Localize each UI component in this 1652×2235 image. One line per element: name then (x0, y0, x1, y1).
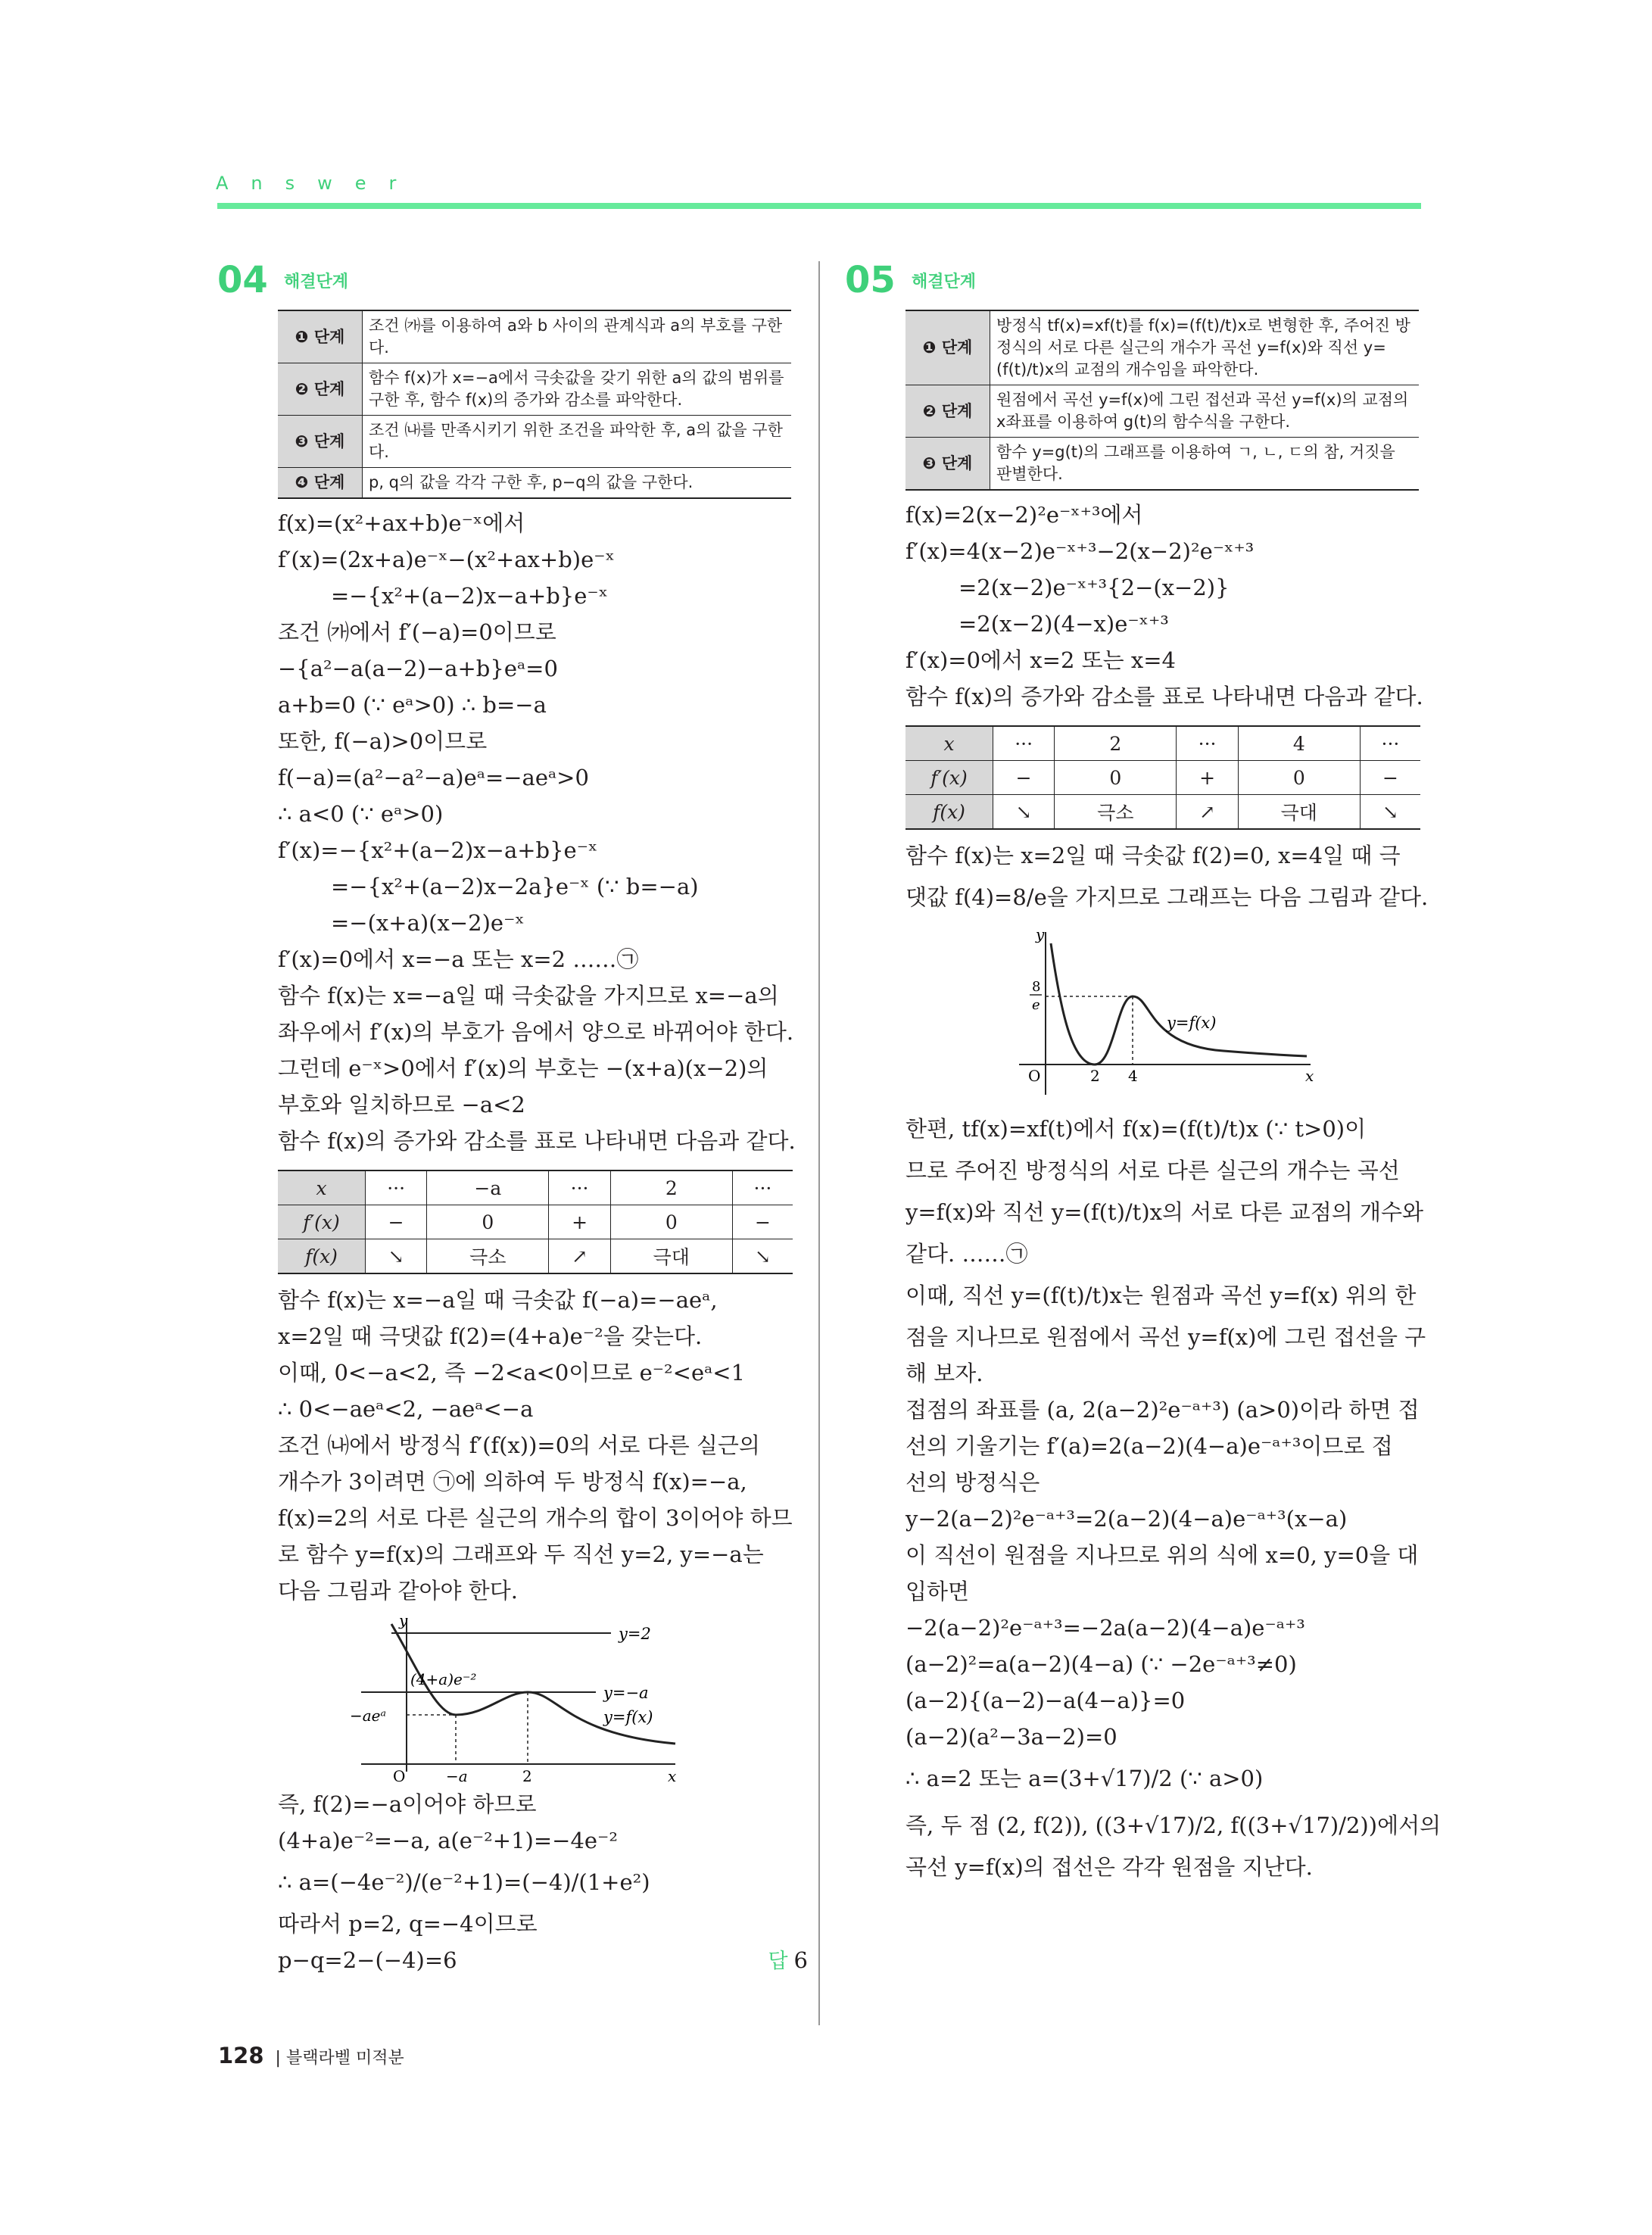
table-row (278, 1205, 793, 1239)
math-line: ∴ a<0 (∵ eᵃ>0) (278, 801, 444, 827)
step-stage: ❶ 단계 (278, 310, 363, 363)
table-cell: 극대 (610, 1239, 732, 1274)
math-line: =2(x−2)e⁻ˣ⁺³{2−(x−2)} (958, 575, 1230, 600)
math-line: 해 보자. (905, 1361, 983, 1386)
math-line: a+b=0 (∵ eᵃ>0) ∴ b=−a (278, 692, 547, 718)
table-row (905, 726, 1420, 761)
table-cell: f(x) (278, 1239, 366, 1274)
math-line: 한편, tf(x)=xf(t)에서 f(x)=(f(t)/t)x (∵ t>0)이 (905, 1116, 1367, 1142)
math-line: 점을 지나므로 원점에서 곡선 y=f(x)에 그린 접선을 구 (905, 1324, 1426, 1350)
origin-label: O (1028, 1067, 1041, 1085)
increase-decrease-table (905, 725, 1420, 830)
step-stage: ❶ 단계 (905, 310, 990, 385)
table-cell: 2 (1055, 726, 1177, 761)
math-line: (a−2)(a²−3a−2)=0 (905, 1724, 1117, 1750)
math-line: f′(x)=−{x²+(a−2)x−a+b}e⁻ˣ (278, 837, 598, 863)
math-line: f′(x)=(2x+a)e⁻ˣ−(x²+ax+b)e⁻ˣ (278, 547, 615, 572)
footer-separator: | (275, 2049, 281, 2068)
table-row (905, 795, 1420, 830)
step-text: 조건 ㈏를 만족시키기 위한 조건을 파악한 후, a의 값을 구한다. (363, 416, 792, 468)
step-row (278, 363, 791, 416)
solution-steps-table (278, 310, 791, 499)
math-line: f′(x)=4(x−2)e⁻ˣ⁺³−2(x−2)²e⁻ˣ⁺³ (905, 538, 1255, 564)
step-row (278, 468, 791, 499)
math-line: 즉, f(2)=−a이어야 하므로 (278, 1791, 537, 1817)
solution-steps-table (905, 310, 1419, 491)
math-line: f(x)=2의 서로 다른 실근의 개수의 합이 3이어야 하므 (278, 1505, 793, 1531)
step-stage: ❸ 단계 (278, 416, 363, 468)
math-line: 선의 기울기는 f′(a)=2(a−2)(4−a)e⁻ᵃ⁺³이므로 접 (905, 1433, 1393, 1459)
table-row (278, 1170, 793, 1205)
math-line: 입하면 (905, 1579, 970, 1604)
math-line: 조건 ㈎에서 f′(−a)=0이므로 (278, 619, 556, 645)
table-row (278, 1239, 793, 1274)
increase-decrease-table (278, 1170, 793, 1274)
problem-number: 05 (845, 259, 896, 301)
table-cell: ··· (1177, 726, 1238, 761)
tick-2: 2 (1090, 1067, 1100, 1085)
y-axis-label: y (399, 1611, 408, 1629)
problem-05-header (845, 254, 1435, 307)
column-divider (818, 261, 820, 2025)
table-cell: + (549, 1205, 610, 1239)
step-row (905, 385, 1419, 438)
table-cell: 극대 (1238, 795, 1360, 830)
solution-lines-b (217, 1282, 808, 1609)
function-graph (278, 1609, 793, 1783)
math-line: 선의 방정식은 (905, 1470, 1040, 1495)
math-line: 므로 주어진 방정식의 서로 다른 실근의 개수는 곡선 (905, 1158, 1400, 1183)
math-line: −2(a−2)²e⁻ᵃ⁺³=−2a(a−2)(4−a)e⁻ᵃ⁺³ (905, 1615, 1305, 1641)
x-axis-label: x (668, 1767, 677, 1783)
tick-4: 4 (1128, 1067, 1138, 1085)
table-cell: ↗ (549, 1239, 610, 1274)
math-line: 좌우에서 f′(x)의 부호가 음에서 양으로 바뀌어야 한다. (278, 1019, 794, 1045)
table-cell: 0 (1055, 761, 1177, 795)
label-y-neg-a: y=−a (603, 1684, 649, 1702)
table-cell: − (1360, 761, 1420, 795)
label-min-value: −aeᵃ (350, 1707, 387, 1725)
math-line: 함수 f(x)는 x=2일 때 극솟값 f(2)=0, x=4일 때 극 (905, 843, 1401, 868)
solution-lines-c (845, 1105, 1442, 1885)
math-line: 이 직선이 원점을 지나므로 위의 식에 x=0, y=0을 대 (905, 1542, 1419, 1568)
solution-steps-title: 해결단계 (284, 272, 349, 291)
math-line: ∴ a=(−4e⁻²)/(e⁻²+1)=(−4)/(1+e²) (278, 1869, 650, 1895)
origin-label: O (393, 1767, 406, 1783)
step-row (278, 416, 791, 468)
table-cell: ↘ (993, 795, 1055, 830)
math-line: 곡선 y=f(x)의 접선은 각각 원점을 지난다. (905, 1854, 1313, 1880)
math-line: =−{x²+(a−2)x−a+b}e⁻ˣ (331, 583, 609, 609)
math-line: 부호와 일치하므로 −a<2 (278, 1092, 525, 1118)
table-cell: f′(x) (905, 761, 993, 795)
x-axis-label: x (1305, 1067, 1314, 1085)
math-line: 따라서 p=2, q=−4이므로 (278, 1911, 538, 1937)
math-line: 같다. ……㉠ (905, 1241, 1028, 1267)
math-line: 또한, f(−a)>0이므로 (278, 728, 488, 754)
label-curve-f: y=f(x) (603, 1708, 653, 1726)
math-line: =−{x²+(a−2)x−2a}e⁻ˣ (∵ b=−a) (331, 874, 699, 899)
table-cell: ↘ (1360, 795, 1420, 830)
step-stage: ❷ 단계 (905, 385, 990, 438)
label-max-numerator: 8 (1032, 979, 1041, 995)
table-cell: 0 (1238, 761, 1360, 795)
tick-2: 2 (522, 1767, 532, 1783)
step-stage: ❷ 단계 (278, 363, 363, 416)
math-line: 이때, 직선 y=(f(t)/t)x는 원점과 곡선 y=f(x) 위의 한 (905, 1283, 1417, 1308)
table-cell: ··· (993, 726, 1055, 761)
step-text: 조건 ㈎를 이용하여 a와 b 사이의 관계식과 a의 부호를 구한다. (363, 310, 792, 363)
math-line: ∴ 0<−aeᵃ<2, −aeᵃ<−a (278, 1396, 534, 1422)
step-text: 함수 y=g(t)의 그래프를 이용하여 ㄱ, ㄴ, ㄷ의 참, 거짓을 판별한다. (990, 438, 1420, 491)
step-row (905, 438, 1419, 491)
table-cell: x (278, 1170, 366, 1205)
table-cell: −a (427, 1170, 549, 1205)
table-cell: 4 (1238, 726, 1360, 761)
math-line: f(−a)=(a²−a²−a)eᵃ=−aeᵃ>0 (278, 765, 589, 790)
math-line: y−2(a−2)²e⁻ᵃ⁺³=2(a−2)(4−a)e⁻ᵃ⁺³(x−a) (905, 1506, 1348, 1532)
math-line: 함수 f(x)는 x=−a일 때 극솟값을 가지므로 x=−a의 (278, 983, 779, 1008)
step-text: 함수 f(x)가 x=−a에서 극솟값을 갖기 위한 a의 값의 범위를 구한 후, 함수 f(x)의 증가와 감소를 파악한다. (363, 363, 792, 416)
solution-lines-b (845, 837, 1435, 921)
y-axis-label: y (1036, 925, 1045, 943)
math-line: f′(x)=0에서 x=−a 또는 x=2 ……㉠ (278, 946, 639, 972)
table-cell: − (366, 1205, 427, 1239)
math-line: ∴ a=2 또는 a=(3+√17)/2 (∵ a>0) (905, 1766, 1264, 1791)
math-line: x=2일 때 극댓값 f(2)=(4+a)e⁻²을 갖는다. (278, 1323, 703, 1349)
table-cell: f′(x) (278, 1205, 366, 1239)
table-cell: 0 (610, 1205, 732, 1239)
step-text: 원점에서 곡선 y=f(x)에 그린 접선과 곡선 y=f(x)의 교점의 x좌표를 이용하여 g(t)의 함수식을 구한다. (990, 385, 1420, 438)
math-line (217, 1942, 808, 1978)
math-line: f′(x)=0에서 x=2 또는 x=4 (905, 647, 1176, 673)
answer-label: 답 (768, 1950, 788, 1973)
math-line: (a−2){(a−2)−a(4−a)}=0 (905, 1688, 1186, 1713)
function-graph (905, 921, 1420, 1102)
math-line: 즉, 두 점 (2, f(2)), ((3+√17)/2, f((3+√17)/2))에서의 (905, 1813, 1442, 1838)
step-stage: ❸ 단계 (905, 438, 990, 491)
section-header-label: Answer (216, 173, 419, 194)
math-line: f(x)=2(x−2)²e⁻ˣ⁺³에서 (905, 502, 1143, 528)
math-line: (4+a)e⁻²=−a, a(e⁻²+1)=−4e⁻² (278, 1828, 618, 1853)
solution-steps-title: 해결단계 (912, 272, 977, 291)
math-line: 로 함수 y=f(x)의 그래프와 두 직선 y=2, y=−a는 (278, 1541, 764, 1567)
step-text: 방정식 tf(x)=xf(t)를 f(x)=(f(t)/t)x로 변형한 후, 주어진 방정식의 서로 다른 실근의 개수가 곡선 y=f(x)와 직선 y=(f(t)/t)x의 교점의 개수임을 파악한다. (990, 310, 1420, 385)
label-y-2: y=2 (619, 1625, 651, 1643)
solution-lines-a (217, 505, 808, 1159)
page-number: 128 (218, 2043, 264, 2068)
table-row (905, 761, 1420, 795)
math-line: 조건 ㈏에서 방정식 f′(f(x))=0의 서로 다른 실근의 (278, 1432, 760, 1458)
table-cell: ↘ (366, 1239, 427, 1274)
problem-04-header (217, 254, 808, 307)
table-cell: ··· (366, 1170, 427, 1205)
math-line: −{a²−a(a−2)−a+b}eᵃ=0 (278, 656, 558, 681)
label-max-denominator: e (1032, 997, 1040, 1013)
solution-lines-c (217, 1786, 808, 1978)
table-cell: 극소 (427, 1239, 549, 1274)
math-line: 다음 그림과 같아야 한다. (278, 1578, 519, 1604)
graph-problem-05 (905, 921, 1435, 1105)
step-row (278, 310, 791, 363)
math-line: 그런데 e⁻ˣ>0에서 f′(x)의 부호는 −(x+a)(x−2)의 (278, 1055, 768, 1081)
step-text: p, q의 값을 각각 구한 후, p−q의 값을 구한다. (363, 468, 792, 499)
math-line: =−(x+a)(x−2)e⁻ˣ (331, 910, 525, 936)
table-cell: ··· (549, 1170, 610, 1205)
tick-neg-a: −a (446, 1767, 468, 1783)
math-line: 접점의 좌표를 (a, 2(a−2)²e⁻ᵃ⁺³) (a>0)이라 하면 접 (905, 1397, 1420, 1423)
label-max-value: (4+a)e⁻² (410, 1670, 477, 1688)
math-line: f(x)=(x²+ax+b)e⁻ˣ에서 (278, 510, 525, 536)
page-footer (218, 2043, 404, 2068)
table-cell: − (993, 761, 1055, 795)
problem-number: 04 (217, 259, 268, 301)
math-line: =2(x−2)(4−x)e⁻ˣ⁺³ (958, 611, 1169, 637)
table-cell: x (905, 726, 993, 761)
table-cell: ↗ (1177, 795, 1238, 830)
book-title: 블랙라벨 미적분 (285, 2049, 404, 2068)
curve-f (1051, 943, 1307, 1065)
table-cell: f(x) (905, 795, 993, 830)
table-cell: 0 (427, 1205, 549, 1239)
math-line: y=f(x)와 직선 y=(f(t)/t)x의 서로 다른 교점의 개수와 (905, 1199, 1424, 1225)
section-header-rule (217, 203, 1421, 209)
math-line: 댓값 f(4)=8/e을 가지므로 그래프는 다음 그림과 같다. (905, 884, 1429, 910)
step-row (905, 310, 1419, 385)
table-cell: ↘ (732, 1239, 793, 1274)
table-cell: 2 (610, 1170, 732, 1205)
table-cell: ··· (732, 1170, 793, 1205)
table-cell: − (732, 1205, 793, 1239)
answer-tag (768, 1942, 808, 1980)
graph-problem-04 (278, 1609, 808, 1786)
math-line: (a−2)²=a(a−2)(4−a) (∵ −2e⁻ᵃ⁺³≠0) (905, 1651, 1297, 1677)
math-line: 개수가 3이려면 ㉠에 의하여 두 방정식 f(x)=−a, (278, 1469, 747, 1495)
table-cell: 극소 (1055, 795, 1177, 830)
label-curve-f: y=f(x) (1167, 1014, 1217, 1032)
table-cell: + (1177, 761, 1238, 795)
answer-value: 6 (793, 1947, 808, 1973)
math-line: 이때, 0<−a<2, 즉 −2<a<0이므로 e⁻²<eᵃ<1 (278, 1360, 746, 1386)
problem-04 (217, 254, 808, 1978)
final-line-text: p−q=2−(−4)=6 (278, 1947, 457, 1973)
math-line: 함수 f(x)의 증가와 감소를 표로 나타내면 다음과 같다. (905, 684, 1423, 709)
table-cell: ··· (1360, 726, 1420, 761)
math-line: 함수 f(x)의 증가와 감소를 표로 나타내면 다음과 같다. (278, 1128, 796, 1154)
math-line: 함수 f(x)는 x=−a일 때 극솟값 f(−a)=−aeᵃ, (278, 1287, 718, 1313)
solution-lines-a (845, 497, 1435, 715)
problem-05 (845, 254, 1442, 1885)
step-stage: ❹ 단계 (278, 468, 363, 499)
